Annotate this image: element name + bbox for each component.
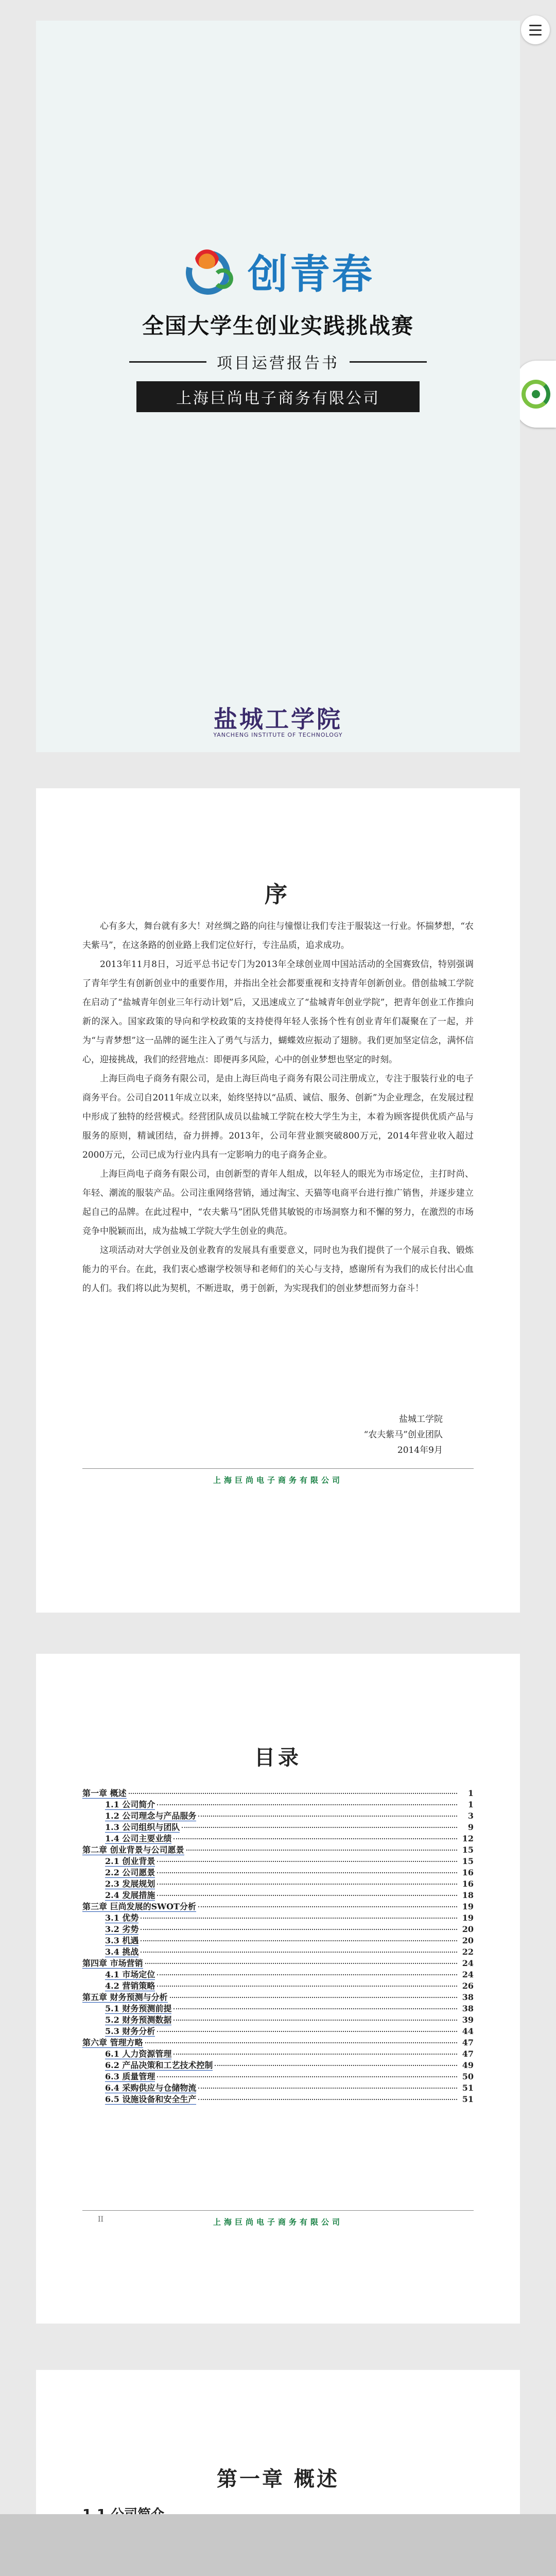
toc-entry[interactable] — [82, 1980, 474, 1992]
signature-org: 盐城工学院 — [399, 1414, 443, 1425]
toc-entry[interactable] — [82, 2082, 474, 2094]
toc-entry-page: 39 — [462, 2015, 474, 2025]
toc-leader-dots — [157, 1974, 457, 1975]
toc-entry[interactable] — [82, 2060, 474, 2071]
toc-entry-text: 6.3 质量管理 — [105, 2072, 155, 2081]
toc-entry-label — [82, 1958, 143, 1969]
toc-entry[interactable] — [82, 1912, 474, 1924]
preface-body — [82, 917, 474, 1298]
toc-entry[interactable] — [82, 1958, 474, 1969]
toc-leader-dots — [198, 1906, 457, 1907]
toc-entry-page: 15 — [462, 1856, 474, 1866]
toc-entry-label — [105, 1867, 155, 1878]
toc-leader-dots — [198, 2088, 457, 2089]
toc-entry-text: 2.4 发展措施 — [105, 1890, 155, 1900]
preface-footer: 上海巨尚电子商务有限公司 — [213, 1476, 343, 1485]
toc-entry-text: 3.4 挑战 — [105, 1947, 139, 1957]
toc-entry[interactable] — [82, 1844, 474, 1856]
toc-entry-text: 4.1 市场定位 — [105, 1970, 155, 1979]
toc-leader-dots — [141, 1918, 457, 1919]
toc-entry-label — [105, 2003, 171, 2014]
toc-entry-text: 5.2 财务预测数据 — [105, 2015, 172, 2025]
toc-entry-text: 1.2 公司理念与产品服务 — [105, 1811, 197, 1821]
toc-entry-label — [105, 1912, 138, 1924]
toc-entry-text: 第三章 巨尚发展的SWOT分析 — [82, 1902, 196, 1911]
toc-entry-label — [105, 1969, 155, 1980]
toc-entry[interactable] — [82, 1924, 474, 1935]
toc-entry[interactable] — [82, 1969, 474, 1980]
toc-leader-dots — [157, 2076, 457, 2077]
toc-entry-page: 49 — [462, 2060, 474, 2070]
toc-page-number: II — [98, 2215, 104, 2224]
toc-entry[interactable] — [82, 1992, 474, 2003]
signature-team: “农夫紫马”创业团队 — [363, 1430, 443, 1440]
footer-divider — [82, 1468, 474, 1469]
toc-entry-page: 19 — [462, 1902, 474, 1911]
toc-entry-text: 5.1 财务预测前提 — [105, 2004, 172, 2013]
toc-leader-dots — [173, 2020, 457, 2021]
toc-leader-dots — [173, 2008, 457, 2009]
toc-entry-label — [82, 1844, 184, 1856]
toc-entry-page: 12 — [462, 1834, 474, 1843]
toc-entry[interactable] — [82, 1810, 474, 1822]
toc-entry[interactable] — [82, 1935, 474, 1946]
toc-entry-label — [105, 1946, 138, 1958]
toc-entry-page: 51 — [462, 2094, 474, 2104]
hamburger-menu-icon — [529, 34, 542, 36]
toc-entry[interactable] — [82, 1788, 474, 1799]
toc-entry[interactable] — [82, 2037, 474, 2048]
toc-entry-label — [105, 2014, 171, 2026]
school-name-logo: 盐城工学院 — [214, 705, 342, 733]
toc-entry-text: 6.1 人力资源管理 — [105, 2049, 172, 2059]
cover-logo — [36, 242, 520, 300]
toc-entry-text: 第五章 财务预测与分析 — [82, 1992, 168, 2002]
toc-entry-text: 第四章 市场营销 — [82, 1958, 143, 1968]
chuangqingchun-logo-icon — [182, 245, 238, 297]
toc-leader-dots — [170, 1997, 457, 1998]
toc-entry-label — [105, 1890, 155, 1901]
toc-entry-page: 20 — [462, 1936, 474, 1945]
toc-leader-dots — [145, 1963, 457, 1964]
toc-entry[interactable] — [82, 2026, 474, 2037]
toc-leader-dots — [157, 1872, 457, 1873]
toc-leader-dots — [157, 1884, 457, 1885]
toc-entry-text: 第一章 概述 — [82, 1788, 127, 1798]
green-ring-badge-icon — [522, 380, 550, 409]
toc-entry-label — [105, 1810, 196, 1822]
preface-signature — [364, 1412, 443, 1458]
cover-page — [36, 21, 520, 752]
toc-entry-text: 2.1 创业背景 — [105, 1856, 155, 1866]
toc-entry-page: 18 — [462, 1890, 474, 1900]
toc-entry[interactable] — [82, 1878, 474, 1890]
toc-list — [82, 1788, 474, 2105]
toc-leader-dots — [157, 1804, 457, 1805]
toc-entry[interactable] — [82, 2048, 474, 2060]
toc-entry-text: 1.3 公司组织与团队 — [105, 1822, 180, 1832]
preface-title: 序 — [265, 882, 291, 908]
hamburger-menu-button[interactable] — [521, 15, 550, 44]
toc-entry-text: 3.2 劣势 — [105, 1924, 139, 1934]
toc-entry-label — [105, 1980, 155, 1992]
toc-entry-page: 51 — [462, 2083, 474, 2093]
toc-entry-label — [105, 2071, 155, 2082]
toc-entry-text: 6.4 采购供应与仓储物流 — [105, 2083, 197, 2093]
cover-subtitle-row — [36, 350, 520, 373]
chapter-title: 第一章 概述 — [217, 2467, 339, 2491]
toc-entry-label — [105, 2082, 196, 2094]
toc-entry-page: 19 — [462, 1913, 474, 1923]
preface-paragraph: 2013年11月8日，习近平总书记专门为2013年全球创业周中国站活动的全国赛致信，特别强调了青年学生有创新创业中的重要作用，并指出全社会都要重视和支持青年创新创业。借创盐城工学院在启动了“盐城青年创业三年行动计划”后，又迅速成立了“盐城青年创业学院”，把青年创业工作推向新的深入。国家政策的导向和学校政策的支持使得年轻人张扬个性有创业青年们凝聚在了一起，并为“与青梦想”这一品牌的诞生注入了勇气与活力，蝴蝶效应振动了翅膀。我们更加坚定信念，满怀信心，迎接挑战，我们的经营地点：即便再多风险，心中的创业梦想也坚定的时刻。 — [82, 959, 474, 1065]
toc-entry-text: 第六章 管理方略 — [82, 2038, 143, 2047]
hamburger-menu-icon — [529, 25, 542, 26]
toc-entry-page: 26 — [462, 1981, 474, 1991]
toc-leader-dots — [182, 1827, 457, 1828]
toc-entry-page: 44 — [462, 2026, 474, 2036]
toc-entry-page: 24 — [462, 1970, 474, 1979]
toc-entry-page: 16 — [462, 1868, 474, 1877]
toc-entry[interactable] — [82, 2014, 474, 2026]
toc-entry-label — [105, 2026, 155, 2037]
toc-entry-label — [105, 1878, 155, 1890]
school-name-english: YANCHENG INSTITUTE OF TECHNOLOGY — [213, 732, 343, 738]
toc-entry-text: 1.1 公司简介 — [105, 1800, 155, 1809]
toc-entry-page: 15 — [462, 1845, 474, 1855]
toc-title: 目录 — [254, 1745, 302, 1770]
toc-entry[interactable] — [82, 1901, 474, 1912]
toc-entry-page: 47 — [462, 2038, 474, 2047]
toc-leader-dots — [198, 2099, 457, 2100]
toc-leader-dots — [145, 2042, 457, 2043]
toc-entry-text: 2.3 发展规划 — [105, 1879, 155, 1889]
toc-entry-label — [105, 2094, 196, 2105]
toc-leader-dots — [141, 1929, 457, 1930]
toc-entry[interactable] — [82, 1867, 474, 1878]
cover-title: 全国大学生创业实践挑战赛 — [142, 313, 414, 338]
footer-divider — [82, 2210, 474, 2211]
toc-leader-dots — [157, 1895, 457, 1896]
toc-entry[interactable] — [82, 1856, 474, 1867]
toc-entry-page: 47 — [462, 2049, 474, 2059]
toc-leader-dots — [198, 1816, 457, 1817]
toc-leader-dots — [157, 2031, 457, 2032]
toc-entry-text: 3.3 机遇 — [105, 1936, 139, 1945]
toc-leader-dots — [141, 1952, 457, 1953]
toc-entry[interactable] — [82, 1890, 474, 1901]
toc-entry-text: 6.2 产品决策和工艺技术控制 — [105, 2060, 213, 2070]
toc-entry-text: 2.2 公司愿景 — [105, 1868, 155, 1877]
toc-footer: 上海巨尚电子商务有限公司 — [213, 2217, 343, 2227]
preface-page — [36, 788, 520, 1613]
loading-overlay — [0, 2514, 556, 2576]
toc-entry-text: 第二章 创业背景与公司愿景 — [82, 1845, 184, 1855]
toc-leader-dots — [173, 1838, 457, 1839]
toc-entry-label — [105, 1799, 155, 1810]
toc-entry[interactable] — [82, 1799, 474, 1810]
toc-entry-label — [105, 2060, 213, 2071]
floating-badge-button[interactable] — [516, 361, 556, 428]
toc-entry-label — [105, 1935, 138, 1946]
toc-entry-page: 38 — [462, 1992, 474, 2002]
preface-paragraph: 上海巨尚电子商务有限公司，由创新型的青年人组成，以年轻人的眼光为市场定位，主打时尚、年轻、潮流的服装产品。公司注重网络营销，通过淘宝、天猫等电商平台进行推广销售，并逐步建立起自己的品牌。在此过程中，“农夫紫马”团队凭借其敏锐的市场洞察力和不懈的努力，在激烈的市场竞争中脱颖而出，成为盐城工学院大学生创业的典范。 — [82, 1169, 474, 1236]
toc-leader-dots — [215, 2065, 457, 2066]
toc-entry-label — [105, 1924, 138, 1935]
cover-company-banner: 上海巨尚电子商务有限公司 — [136, 381, 420, 412]
toc-entry-page: 50 — [462, 2072, 474, 2081]
toc-entry-text: 1.4 公司主要业绩 — [105, 1834, 172, 1843]
toc-entry-label — [82, 1788, 127, 1799]
toc-entry-label — [105, 2048, 171, 2060]
toc-leader-dots — [141, 1940, 457, 1941]
divider — [129, 361, 206, 363]
toc-entry-label — [105, 1856, 155, 1867]
cover-subtitle: 项目运营报告书 — [217, 354, 339, 372]
toc-entry-label — [82, 1901, 196, 1912]
toc-leader-dots — [186, 1850, 457, 1851]
preface-paragraph: 这项活动对大学创业及创业教育的发展具有重要意义，同时也为我们提供了一个展示自我、锻炼能力的平台。在此，我们衷心感谢学校领导和老师们的关心与支持，感谢所有为我们的成长付出心血的人们。我们将以此为契机，不断进取，勇于创新，为实现我们的创业梦想而努力奋斗！ — [82, 1245, 474, 1294]
toc-entry-text: 3.1 优势 — [105, 1913, 139, 1923]
toc-entry-page: 24 — [462, 1958, 474, 1968]
toc-entry[interactable] — [82, 1822, 474, 1833]
toc-entry[interactable] — [82, 2094, 474, 2105]
toc-entry-label — [82, 2037, 143, 2048]
toc-entry-page: 20 — [462, 1924, 474, 1934]
toc-entry-label — [105, 1822, 180, 1833]
toc-entry-page: 1 — [467, 1800, 474, 1809]
toc-entry[interactable] — [82, 1833, 474, 1844]
toc-leader-dots — [173, 2054, 457, 2055]
toc-entry-text: 6.5 设施设备和安全生产 — [105, 2094, 197, 2104]
toc-entry-page: 16 — [462, 1879, 474, 1889]
toc-entry[interactable] — [82, 2071, 474, 2082]
toc-entry-text: 5.3 财务分析 — [105, 2026, 155, 2036]
toc-entry-page: 1 — [467, 1788, 474, 1798]
toc-entry-label — [82, 1992, 168, 2003]
toc-entry-text: 4.2 营销策略 — [105, 1981, 155, 1991]
toc-entry-page: 38 — [462, 2004, 474, 2013]
preface-paragraph: 上海巨尚电子商务有限公司，是由上海巨尚电子商务有限公司注册成立，专注于服装行业的电子商务平台。公司自2011年成立以来，始终坚持以“品质、诚信、服务、创新”为企业理念，在发展过程中形成了独特的经营模式。经营团队成员以盐城工学院在校大学生为主，本着为顾客提供优质产品与服务的原则，精诚团结，奋力拼搏。2013年，公司年营业额突破800万元，2014年营业收入超过2000万元，公司已成为行业内具有一定影响力的电子商务企业。 — [82, 1074, 474, 1160]
toc-leader-dots — [129, 1793, 457, 1794]
hamburger-menu-icon — [529, 29, 542, 31]
toc-entry-label — [105, 1833, 171, 1844]
logo-text: 创青春 — [247, 251, 374, 298]
toc-leader-dots — [157, 1861, 457, 1862]
toc-entry-page: 3 — [467, 1811, 474, 1821]
toc-leader-dots — [157, 1986, 457, 1987]
toc-page — [36, 1654, 520, 2324]
toc-entry-page: 22 — [462, 1947, 474, 1957]
signature-date: 2014年9月 — [397, 1445, 443, 1455]
toc-entry[interactable] — [82, 2003, 474, 2014]
divider — [350, 361, 427, 363]
toc-entry-page: 9 — [467, 1822, 474, 1832]
toc-entry[interactable] — [82, 1946, 474, 1958]
preface-paragraph: 心有多大，舞台就有多大！对丝绸之路的向往与憧憬让我们专注于服装这一行业。怀揣梦想，“农夫紫马”，在这条路的创业路上我们定位好行，专注品质，追求成功。 — [82, 921, 474, 951]
